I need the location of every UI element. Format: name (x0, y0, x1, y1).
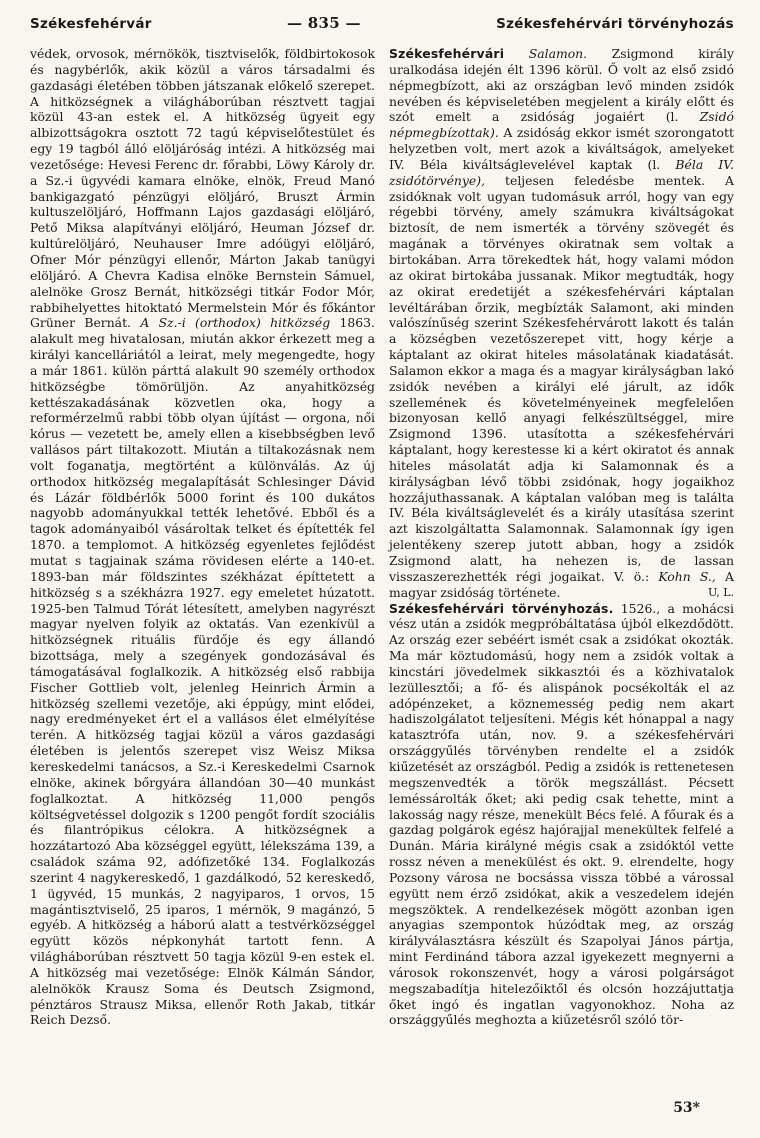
entry-salamon-text-1: Zsigmond király uralkodása idején élt 1396 körül. Ő volt az első zsidó népmegbízott, aki az országban levő minden zsidók nevében és képviseletében megjelent a király előtt és szót emelt a zsidóság jogaiért (l. (389, 46, 734, 125)
orthodox-heading: A Sz.-i (orthodox) hitközség (140, 315, 331, 331)
two-column-body (30, 46, 734, 1028)
author-signature: U, L. (707, 585, 734, 599)
header-left: Székesfehérvár (30, 16, 152, 32)
left-text-1: védek, orvosok, mérnökök, tisztviselők, földbirtokosok és nagybérlők, akik közül a város társadalmi és gazdasági életében többen játszanak előkelő szerepet. A hitközségnek a világháborúban résztvett tagjai közül 43-an estek el. A hitközség ügyeit egy albizottságokra osztott 72 tagú képviselőtestület és egy 19 tagból álló elöljáróság intézi. A hitközség mai vezetősége: Hevesi Ferenc dr. főrabbi, Löwy Károly dr. a Sz.-i ügyvédi kamara elnöke, elnök, Freud Manó bankigazgató pénzügyi elöljáró, Bruszt Ármin kultuszelöljáró, Hoffmann Lajos gazdasági elöljáró, Pető Miksa alapítványi elöljáró, Heuman József dr. kultúrelöljáró, Neuhauser Imre adóügyi elöljáró, Ofner Mór pénzügyi ellenőr, Márton Jakab tanügyi elöljáró. A Chevra Kadisa elnöke Bernstein Sámuel, alelnöke Grosz Bernát, hitközségi titkár Fodor Mór, rabbihelyettes hitoktató Mermelstein Mór és főkántor Grüner Bernát. (30, 46, 375, 331)
running-header (30, 14, 734, 32)
left-column (30, 46, 375, 1028)
right-column (389, 46, 734, 1028)
cross-ref-1: Zsidó népmegbízottak). (389, 109, 734, 141)
entry-salamon-text-4: A magyar zsidóság története. (389, 568, 734, 600)
page-number: — 835 — (286, 14, 361, 32)
cross-ref-3: Kohn S., (658, 568, 716, 584)
left-text-2: 1863. alakult meg hivatalosan, miután akkor érkezett meg a királyi kancelláriától a leirat, mely megengedte, hogy a már 1861. külön párttá alakult 90 személy orthodox hitközségbe tömörüljön. Az anyahitközség kettészakadásának közvetlen oka, hogy a reformérzelmű rabbi több olyan újítást — orgona, női kórus — vezetett be, amely ellen a kisebbségben levő vallásos párt tiltakozott. Miután a tiltakozásnak nem volt foganatja, megtörtént a különválás. Az új orthodox hitközség megalapítását Schlesinger Dávid és Lázár földbérlők 5000 forint és 100 dukátos nagyobb adományukkal tették lehetővé. Ebből és a tagok adományaiból vásároltak telket és építették fel 1870. a templomot. A hitközség egyenletes fejlődést mutat s tagjainak száma rövidesen elérte a 140-et. 1893-ban már földszintes székházat építtetett a hitközség s a székházra 1927. egy emeletet húzatott. 1925-ben Talmud Tórát létesített, amelyben nagyrészt magyar nyelven folyik az oktatás. Van ezenkívül a hitközségnek rituális fürdője és egy állandó bizottsága, mely a szegények gondozásával és támogatásával foglalkozik. A hitközség első rabbija Fischer Gottlieb volt, jelenleg Heinrich Ármin a hitközség szellemi vezetője, aki éppúgy, mint elődei, nagy eredményeket ért el a vallásos élet elmélyítése terén. A hitközség tagjai közül a város gazdasági életében is jelentős szerepet visz Weisz Miksa kereskedelmi tanácsos, a Sz.-i Kereskedelmi Csarnok elnöke, akinek bőrgyára állandóan 30—40 munkást foglalkoztat. A hitközség 11,000 pengős költségvetéssel dolgozik s 1200 pengőt fordít szociális és filantrópikus célokra. A hitközségnek a hozzátartozó Aba községgel együtt, lélekszáma 139, a családok száma 92, adófizetőké 134. Foglalkozás szerint 4 nagykereskedő, 1 gazdálkodó, 52 kereskedő, 1 ügyvéd, 15 munkás, 2 nagyiparos, 1 orvos, 15 magántisztviselő, 25 iparos, 1 mérnök, 9 magánzó, 5 egyéb. A hitközség a háború alatt a testvérközséggel együtt közös népkonyhát tartott fenn. A világháborúban résztvett 50 tagja közül 9-en estek el. A hitközség mai vezetősége: Elnök Kálmán Sándor, alelnökök Krausz Soma és Deutsch Zsigmond, pénztáros Strausz Miksa, ellenőr Roth Jakab, titkár Reich Dezső. (30, 315, 375, 1028)
entry-torvenyhozas-text: 1526., a mohácsi vész után a zsidók megpróbáltatása újból elkezdődött. Az ország ezer sebéért ismét csak a zsidókat okozták. Ma már köztudomású, hogy nem a zsidók voltak a kincstári jövedelmek sikkasztói és a közhivatalok lezüllesztői; a fő- és alispánok pocsékolták el az adópénzeket, a köznemesség pedig nem akart hadiszolgálatot teljesíteni. Mégis két hónappal a nagy katasztrófa után, nov. 9. a székesfehérvári országgyűlés törvényben rendelte el a zsidók kiűzetését az országból. Pedig a zsidók is rettenetesen megszenvedték a török megszállást. Pécsett leméssárolták őket; aki pedig csak tehette, mint a lakosság nagy része, menekült Bécs felé. A főurak és a gazdag polgárok egész hajórajjal menekültek felfelé a Dunán. Mária királyné mégis csak a zsidóktól vette rossz néven a menekülést és okt. 9. elrendelte, hogy Pozsony városa ne bocsássa vissza többé a várossal együtt nem érző zsidókat, akik a veszedelem idején megszöktek. A rendelkezések mögött azonban igen anyagias szempontok húzódtak meg, az ország királyválasztásra készült és Szapolyai János pártja, mint Ferdinánd tábora azzal igyekezett megnyerni a városok rokonszenvét, hogy a városi polgárságot megszabadítja hitelezőiktől és olcsón hozzájuttatja őket ingó és ingatlan vagyonokhoz. Noha az országgyűlés meghozta a kiűzetésről szóló tör- (389, 600, 734, 1028)
entry-salamon-head: Székesfehérvári (389, 46, 505, 61)
entry-salamon (389, 46, 734, 601)
cross-ref-2: Béla IV. zsidótörvénye), (389, 156, 734, 188)
entry-salamon-name: Salamon. (528, 46, 588, 61)
entry-salamon-text-2: A zsidóság ekkor ismét szorongatott helyzetben volt, mert azok a kiváltságok, amelyeket IV. Béla kiváltságlevelével kaptak (l. (389, 125, 734, 172)
left-paragraph (30, 46, 375, 1028)
entry-salamon-text-3: teljesen feledésbe mentek. A zsidóknak volt ugyan tudomásuk arról, hogy van egy régebbi törvény, amely számukra kiváltságokat biztosít, de nem ismerték a törvény szövegét és magának a törvényes okiratnak sem voltak a birtokában. Arra törekedtek hát, hogy valami módon az okirat birtokába jussanak. Mikor megtudták, hogy az okirat eredetijét a székesfehérvári káptalan levéltárában őrzik, megbízták Salamont, aki minden valószínűség szerint Székesfehérvárott lakott és talán a községben vezetőszerepet vitt, hogy kérje a káptalant az okirat hiteles másolatának kiadatását. Salamon ekkor a maga és a magyar királyságban lakó zsidók nevében a királyi elé járult, az idők szellemének és követelményeinek megfelelően bizonyosan kellő anyagi felkészültséggel, mire Zsigmond 1396. utasította a székesfehérvári káptalant, hogy kerestesse ki a kért okiratot és annak hiteles másolatát adja ki Salamonnak és a királyságban lévő többi zsidónak, hogy jogaikhoz hozzájuthassanak. A káptalan valóban meg is találta IV. Béla kiváltságlevelét és a király utasítása szerint azt kiszolgáltatta Salamonnak. Salamonnak így igen jelentékeny szerep jutott abban, hogy a zsidók Zsigmond alatt, ha nehezen is, de lassan visszaszerezhették régi jogaikat. V. ö.: (389, 172, 734, 584)
entry-torvenyhozas-head: Székesfehérvári törvényhozás. (389, 600, 614, 616)
signature-mark: 53* (673, 1100, 700, 1116)
header-right: Székesfehérvári törvényhozás (496, 16, 734, 32)
entry-torvenyhozas (389, 601, 734, 1029)
